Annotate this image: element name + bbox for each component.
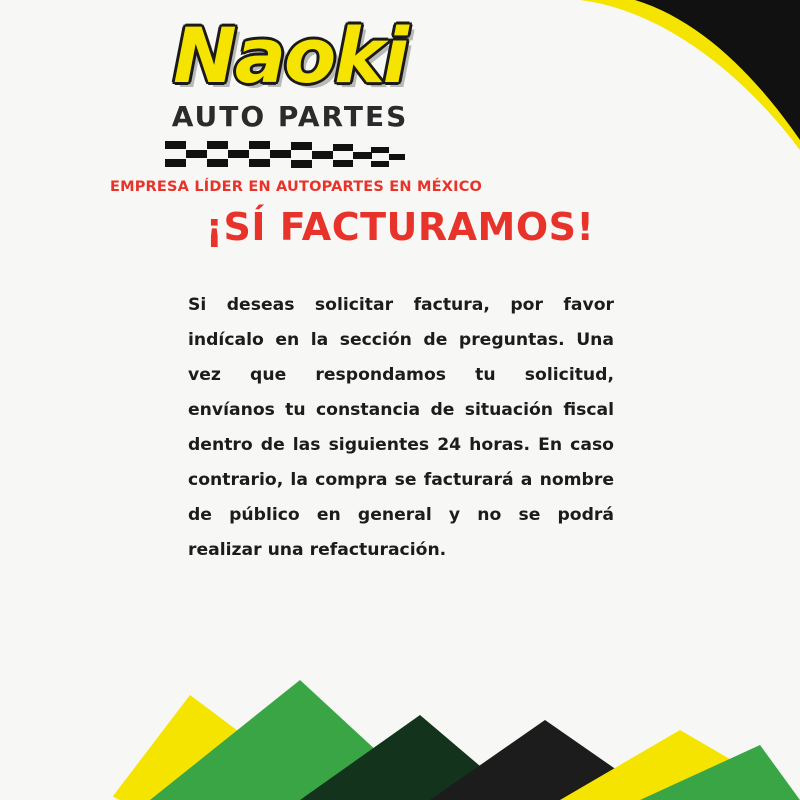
page-title: ¡SÍ FACTURAMOS!: [205, 205, 595, 249]
checkered-flag-icon: [165, 139, 415, 173]
brand-subtitle: AUTO PARTES: [171, 100, 409, 133]
bottom-decoration: [0, 610, 800, 800]
brand-name: Naoki: [173, 11, 407, 100]
top-right-decoration: [540, 0, 800, 230]
brand-logo: [110, 0, 483, 195]
brand-tagline: EMPRESA LÍDER EN AUTOPARTES EN MÉXICO: [110, 179, 483, 195]
invoice-instructions: Si deseas solicitar factura, por favor indícalo en la sección de preguntas. Una vez que respondamos tu solicitud, envíanos tu constancia de situación fiscal dentro de las siguientes 24 horas. En caso contrario, la compra se facturará a nombre de público en general y no se podrá realizar una refacturación.: [188, 295, 614, 560]
